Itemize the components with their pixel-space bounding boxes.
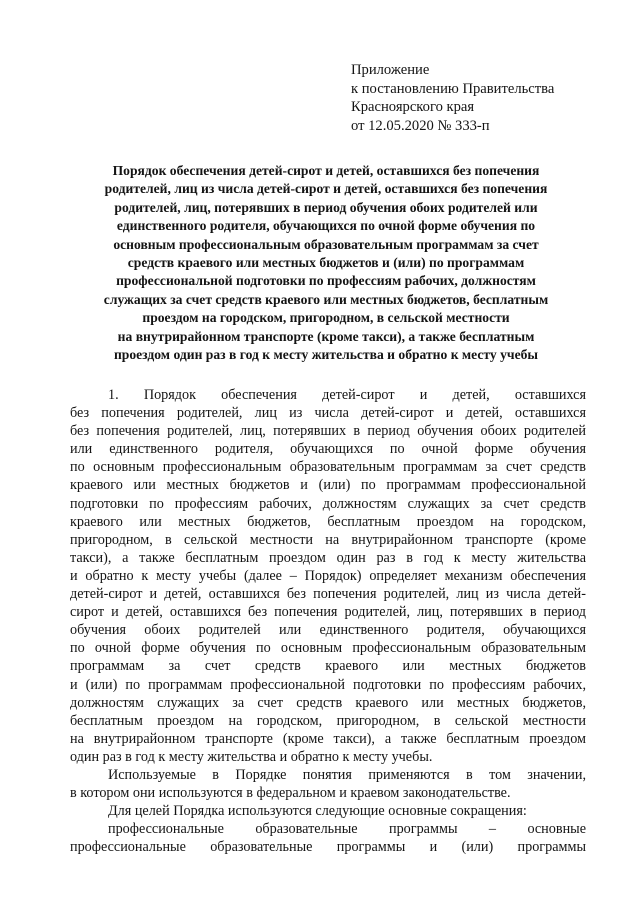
paragraph-4 <box>70 820 586 856</box>
paragraph-3 <box>70 802 586 820</box>
paragraph-2 <box>70 766 586 802</box>
body-line: Используемые в Порядке понятия применяются в том значении, <box>108 766 586 783</box>
title-line: средств краевого или местных бюджетов и (или) по программам <box>127 255 525 271</box>
title-line: основным профессиональным образовательным программам за счет <box>113 236 539 252</box>
title-line: проездом на городском, пригородном, в сельской местности <box>142 310 510 326</box>
body-line: пригородном, в сельской местности на внутрирайонном транспорте (кроме <box>70 531 586 548</box>
body-line: обучения обоих родителей или единственного родителя, обучающихся <box>70 622 586 639</box>
body-line: в котором они используются в федеральном и краевом законодательстве. <box>70 785 511 802</box>
body-line: должностям служащих за счет средств краевого или местных бюджетов, <box>70 694 586 711</box>
title-line: родителей, лиц из числа детей-сирот и детей, оставшихся без попечения <box>104 181 548 197</box>
document-title <box>70 162 582 364</box>
body-line: сирот и детей, оставшихся без попечения родителей, лиц, потерявших в период <box>70 604 586 621</box>
title-line: родителей, лиц, потерявших в период обучения обоих родителей или <box>114 199 538 215</box>
appendix-line: от 12.05.2020 № 333-п <box>351 117 490 134</box>
body-line: детей-сирот и детей, оставшихся без попечения родителей, лиц из числа детей- <box>70 586 586 603</box>
body-line: 1. Порядок обеспечения детей-сирот и детей, оставшихся <box>108 387 586 403</box>
body-line: программам за счет средств краевого или местных бюджетов <box>70 658 586 675</box>
title-line: служащих за счет средств краевого или местных бюджетов, бесплатным <box>103 291 549 307</box>
body-line: или единственного родителя, обучающихся по очной форме обучения <box>70 441 586 458</box>
document-body <box>70 386 586 856</box>
body-line: без попечения родителей, лиц из числа детей-сирот и детей, оставшихся <box>70 405 586 422</box>
title-line: Порядок обеспечения детей-сирот и детей, оставшихся без попечения <box>112 163 540 178</box>
body-line: такси), а также бесплатным проездом один раз в год к месту жительства <box>70 549 586 566</box>
title-line: профессиональной подготовки по профессиям рабочих, должностям <box>116 273 536 289</box>
body-line: профессиональные образовательные программы – основные <box>108 821 586 838</box>
body-line: краевого или местных бюджетов, бесплатным проездом на городском, <box>70 513 586 530</box>
appendix-header <box>351 61 554 135</box>
body-line: профессиональные образовательные программы и (или) программы <box>70 839 586 856</box>
body-line: на внутрирайонном транспорте (кроме такси), а также бесплатным проездом <box>70 730 586 747</box>
body-line: без попечения родителей, лиц, потерявших в период обучения обоих родителей <box>70 423 586 440</box>
body-line: по очной форме обучения по основным профессиональным образовательным <box>70 640 586 657</box>
body-line: по основным профессиональным образовательным программам за счет средств <box>70 459 586 476</box>
body-line: Для целей Порядка используются следующие основные сокращения: <box>108 803 527 820</box>
paragraph-1 <box>70 386 586 766</box>
appendix-line: к постановлению Правительства <box>351 80 555 97</box>
body-line: краевого или местных бюджетов и (или) по программам профессиональной <box>70 477 586 494</box>
body-line: и обратно к месту учебы (далее – Порядок) определяет механизм обеспечения <box>70 567 586 584</box>
body-line: бесплатным проездом на городском, пригородном, в сельской местности <box>70 712 586 729</box>
body-line: и (или) по программам профессиональной подготовки по профессиям рабочих, <box>70 676 586 693</box>
title-line: проездом один раз в год к месту жительства и обратно к месту учебы <box>113 347 539 363</box>
appendix-line: Приложение <box>351 62 430 78</box>
title-line: на внутрирайонном транспорте (кроме такси), а также бесплатным <box>117 328 535 344</box>
appendix-line: Красноярского края <box>351 99 475 116</box>
title-line: единственного родителя, обучающихся по очной форме обучения по <box>116 218 536 234</box>
body-line: один раз в год к месту жительства и обратно к месту учебы. <box>70 748 433 765</box>
body-line: подготовки по профессиям рабочих, должностям служащих за счет средств <box>70 495 586 512</box>
